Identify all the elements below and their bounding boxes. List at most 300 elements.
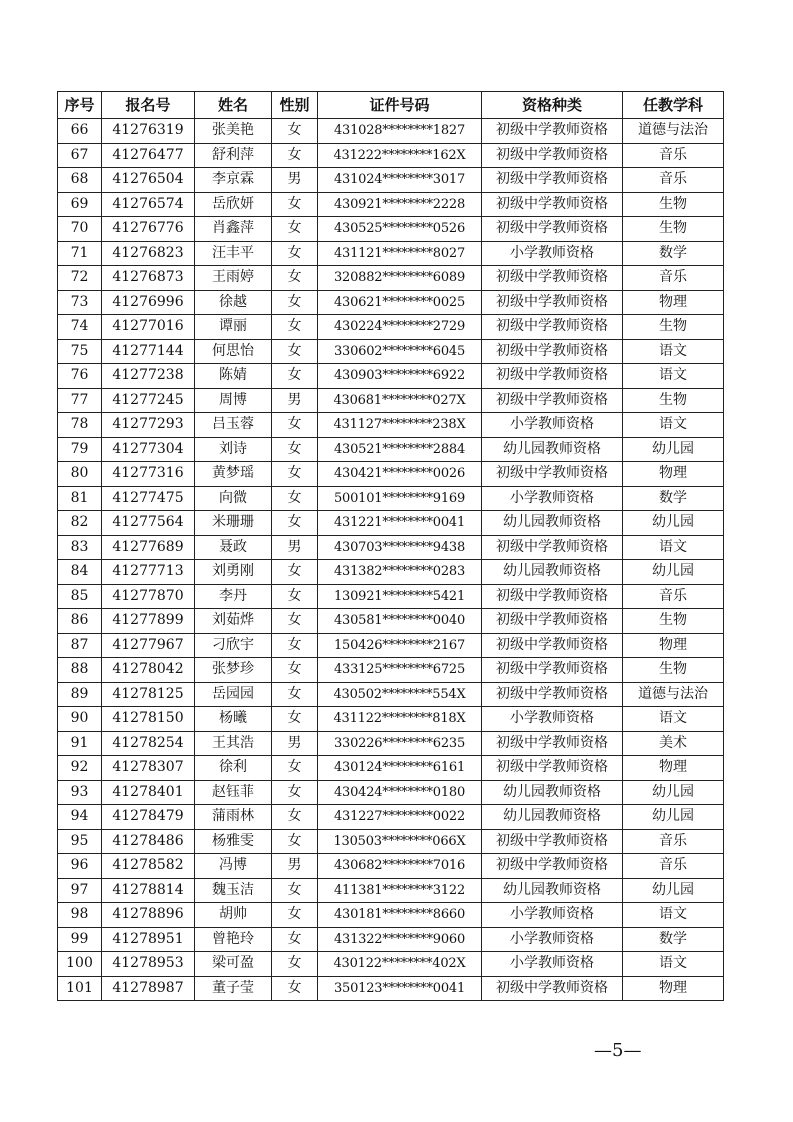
cell-name: 向微: [195, 486, 272, 511]
cell-subject: 道德与法治: [623, 119, 724, 144]
cell-subject: 音乐: [623, 829, 724, 854]
cell-registration-no: 41276996: [102, 290, 195, 315]
cell-subject: 数学: [623, 241, 724, 266]
table-row: [58, 388, 724, 413]
table-row: [58, 290, 724, 315]
cell-name: 董子莹: [195, 976, 272, 1001]
table-row: [58, 976, 724, 1001]
cell-name: 陈婧: [195, 364, 272, 389]
cell-id-number: 150426********2167: [318, 633, 482, 658]
cell-id-number: 430921********2228: [318, 192, 482, 217]
cell-name: 王其浩: [195, 731, 272, 756]
table-row: [58, 560, 724, 585]
cell-registration-no: 41277293: [102, 413, 195, 438]
cell-gender: 男: [272, 731, 318, 756]
cell-subject: 幼儿园: [623, 560, 724, 585]
cell-id-number: 431127********238X: [318, 413, 482, 438]
cell-qualification: 初级中学教师资格: [482, 315, 623, 340]
table-row: [58, 952, 724, 977]
cell-serial-no: 70: [58, 217, 102, 242]
cell-subject: 语文: [623, 364, 724, 389]
cell-gender: 女: [272, 707, 318, 732]
cell-gender: 男: [272, 388, 318, 413]
cell-id-number: 433125********6725: [318, 658, 482, 683]
cell-serial-no: 101: [58, 976, 102, 1001]
cell-serial-no: 93: [58, 780, 102, 805]
table-row: [58, 633, 724, 658]
cell-serial-no: 72: [58, 266, 102, 291]
cell-serial-no: 100: [58, 952, 102, 977]
header-name: 姓名: [195, 92, 272, 119]
cell-qualification: 幼儿园教师资格: [482, 560, 623, 585]
header-registration-no: 报名号: [102, 92, 195, 119]
cell-name: 周博: [195, 388, 272, 413]
cell-gender: 女: [272, 903, 318, 928]
cell-name: 岳园园: [195, 682, 272, 707]
cell-id-number: 431382********0283: [318, 560, 482, 585]
cell-subject: 生物: [623, 658, 724, 683]
cell-serial-no: 68: [58, 168, 102, 193]
cell-id-number: 431222********162X: [318, 143, 482, 168]
header-id-number: 证件号码: [318, 92, 482, 119]
cell-qualification: 初级中学教师资格: [482, 364, 623, 389]
cell-registration-no: 41276504: [102, 168, 195, 193]
cell-id-number: 320882********6089: [318, 266, 482, 291]
cell-name: 蒲雨林: [195, 805, 272, 830]
cell-subject: 语文: [623, 707, 724, 732]
cell-id-number: 430681********027X: [318, 388, 482, 413]
cell-gender: 女: [272, 976, 318, 1001]
table-body: [58, 119, 724, 1001]
cell-gender: 男: [272, 168, 318, 193]
header-qualification: 资格种类: [482, 92, 623, 119]
cell-id-number: 330226********6235: [318, 731, 482, 756]
cell-id-number: 430124********6161: [318, 756, 482, 781]
cell-gender: 女: [272, 609, 318, 634]
cell-id-number: 500101********9169: [318, 486, 482, 511]
table-row: [58, 829, 724, 854]
cell-qualification: 小学教师资格: [482, 241, 623, 266]
cell-subject: 美术: [623, 731, 724, 756]
header-subject: 任教学科: [623, 92, 724, 119]
cell-qualification: 初级中学教师资格: [482, 854, 623, 879]
cell-serial-no: 85: [58, 584, 102, 609]
cell-serial-no: 99: [58, 927, 102, 952]
cell-gender: 女: [272, 486, 318, 511]
table-row: [58, 486, 724, 511]
cell-serial-no: 67: [58, 143, 102, 168]
cell-qualification: 初级中学教师资格: [482, 829, 623, 854]
cell-registration-no: 41277245: [102, 388, 195, 413]
cell-qualification: 小学教师资格: [482, 952, 623, 977]
cell-name: 张梦珍: [195, 658, 272, 683]
table-row: [58, 609, 724, 634]
cell-gender: 女: [272, 682, 318, 707]
cell-registration-no: 41278953: [102, 952, 195, 977]
cell-subject: 幼儿园: [623, 437, 724, 462]
cell-subject: 道德与法治: [623, 682, 724, 707]
cell-registration-no: 41276873: [102, 266, 195, 291]
cell-registration-no: 41277144: [102, 339, 195, 364]
cell-gender: 女: [272, 119, 318, 144]
cell-gender: 女: [272, 462, 318, 487]
cell-qualification: 初级中学教师资格: [482, 584, 623, 609]
cell-subject: 音乐: [623, 143, 724, 168]
cell-qualification: 幼儿园教师资格: [482, 805, 623, 830]
cell-serial-no: 92: [58, 756, 102, 781]
table-row: [58, 315, 724, 340]
cell-name: 李京霖: [195, 168, 272, 193]
cell-gender: 女: [272, 756, 318, 781]
table-row: [58, 584, 724, 609]
cell-name: 何思怡: [195, 339, 272, 364]
cell-registration-no: 41278150: [102, 707, 195, 732]
table-row: [58, 168, 724, 193]
cell-serial-no: 74: [58, 315, 102, 340]
cell-gender: 女: [272, 878, 318, 903]
cell-gender: 女: [272, 658, 318, 683]
table-row: [58, 878, 724, 903]
header-gender: 性别: [272, 92, 318, 119]
cell-name: 聂政: [195, 535, 272, 560]
cell-id-number: 430424********0180: [318, 780, 482, 805]
cell-name: 肖鑫萍: [195, 217, 272, 242]
cell-registration-no: 41277899: [102, 609, 195, 634]
cell-subject: 物理: [623, 633, 724, 658]
cell-serial-no: 84: [58, 560, 102, 585]
table-row: [58, 119, 724, 144]
table-row: [58, 780, 724, 805]
cell-name: 刁欣宇: [195, 633, 272, 658]
cell-registration-no: 41277475: [102, 486, 195, 511]
cell-serial-no: 79: [58, 437, 102, 462]
cell-gender: 女: [272, 290, 318, 315]
cell-registration-no: 41277870: [102, 584, 195, 609]
cell-serial-no: 96: [58, 854, 102, 879]
cell-name: 曾艳玲: [195, 927, 272, 952]
cell-qualification: 幼儿园教师资格: [482, 878, 623, 903]
cell-registration-no: 41277304: [102, 437, 195, 462]
cell-qualification: 初级中学教师资格: [482, 192, 623, 217]
cell-qualification: 初级中学教师资格: [482, 266, 623, 291]
cell-id-number: 430521********2884: [318, 437, 482, 462]
cell-serial-no: 97: [58, 878, 102, 903]
table-header-row: [58, 92, 724, 119]
cell-name: 黄梦瑶: [195, 462, 272, 487]
cell-gender: 女: [272, 805, 318, 830]
cell-name: 徐越: [195, 290, 272, 315]
cell-id-number: 431221********0041: [318, 511, 482, 536]
cell-registration-no: 41278479: [102, 805, 195, 830]
cell-serial-no: 88: [58, 658, 102, 683]
cell-gender: 女: [272, 266, 318, 291]
cell-name: 张美艳: [195, 119, 272, 144]
cell-subject: 数学: [623, 927, 724, 952]
cell-id-number: 430502********554X: [318, 682, 482, 707]
cell-subject: 物理: [623, 462, 724, 487]
cell-registration-no: 41278254: [102, 731, 195, 756]
cell-registration-no: 41276574: [102, 192, 195, 217]
table-row: [58, 927, 724, 952]
cell-registration-no: 41278042: [102, 658, 195, 683]
cell-gender: 女: [272, 927, 318, 952]
cell-registration-no: 41277967: [102, 633, 195, 658]
cell-registration-no: 41277316: [102, 462, 195, 487]
cell-qualification: 初级中学教师资格: [482, 462, 623, 487]
cell-qualification: 小学教师资格: [482, 903, 623, 928]
table-row: [58, 805, 724, 830]
cell-name: 刘诗: [195, 437, 272, 462]
table-row: [58, 658, 724, 683]
cell-subject: 物理: [623, 756, 724, 781]
cell-registration-no: 41278401: [102, 780, 195, 805]
cell-name: 赵钰菲: [195, 780, 272, 805]
candidate-table: [57, 91, 724, 1001]
cell-qualification: 幼儿园教师资格: [482, 511, 623, 536]
cell-subject: 生物: [623, 217, 724, 242]
cell-serial-no: 77: [58, 388, 102, 413]
cell-qualification: 幼儿园教师资格: [482, 780, 623, 805]
cell-serial-no: 73: [58, 290, 102, 315]
cell-gender: 女: [272, 241, 318, 266]
cell-gender: 女: [272, 952, 318, 977]
cell-registration-no: 41278814: [102, 878, 195, 903]
cell-serial-no: 86: [58, 609, 102, 634]
cell-qualification: 初级中学教师资格: [482, 633, 623, 658]
cell-qualification: 初级中学教师资格: [482, 976, 623, 1001]
cell-id-number: 430903********6922: [318, 364, 482, 389]
cell-subject: 生物: [623, 315, 724, 340]
cell-id-number: 430224********2729: [318, 315, 482, 340]
cell-qualification: 初级中学教师资格: [482, 119, 623, 144]
cell-id-number: 431227********0022: [318, 805, 482, 830]
cell-gender: 女: [272, 511, 318, 536]
cell-gender: 女: [272, 192, 318, 217]
cell-subject: 物理: [623, 976, 724, 1001]
cell-subject: 物理: [623, 290, 724, 315]
cell-name: 梁可盈: [195, 952, 272, 977]
cell-id-number: 431122********818X: [318, 707, 482, 732]
cell-serial-no: 80: [58, 462, 102, 487]
cell-serial-no: 75: [58, 339, 102, 364]
cell-serial-no: 66: [58, 119, 102, 144]
page-number: —5—: [594, 1040, 642, 1061]
table-row: [58, 707, 724, 732]
cell-registration-no: 41278582: [102, 854, 195, 879]
cell-name: 徐利: [195, 756, 272, 781]
cell-name: 刘茹烨: [195, 609, 272, 634]
cell-subject: 生物: [623, 192, 724, 217]
cell-serial-no: 76: [58, 364, 102, 389]
cell-name: 舒利萍: [195, 143, 272, 168]
cell-id-number: 430525********0526: [318, 217, 482, 242]
cell-serial-no: 95: [58, 829, 102, 854]
roster-sheet: [57, 91, 723, 1001]
cell-serial-no: 87: [58, 633, 102, 658]
cell-qualification: 初级中学教师资格: [482, 609, 623, 634]
cell-registration-no: 41276477: [102, 143, 195, 168]
cell-gender: 女: [272, 143, 318, 168]
table-row: [58, 143, 724, 168]
cell-registration-no: 41276823: [102, 241, 195, 266]
cell-registration-no: 41277713: [102, 560, 195, 585]
table-row: [58, 535, 724, 560]
cell-subject: 音乐: [623, 854, 724, 879]
cell-gender: 女: [272, 315, 318, 340]
table-row: [58, 682, 724, 707]
cell-id-number: 350123********0041: [318, 976, 482, 1001]
table-row: [58, 903, 724, 928]
cell-subject: 幼儿园: [623, 805, 724, 830]
cell-serial-no: 94: [58, 805, 102, 830]
cell-qualification: 幼儿园教师资格: [482, 437, 623, 462]
cell-qualification: 小学教师资格: [482, 707, 623, 732]
cell-qualification: 初级中学教师资格: [482, 658, 623, 683]
cell-id-number: 130921********5421: [318, 584, 482, 609]
header-serial-no: 序号: [58, 92, 102, 119]
cell-id-number: 411381********3122: [318, 878, 482, 903]
cell-serial-no: 98: [58, 903, 102, 928]
cell-registration-no: 41278486: [102, 829, 195, 854]
cell-gender: 女: [272, 413, 318, 438]
cell-qualification: 小学教师资格: [482, 413, 623, 438]
cell-id-number: 330602********6045: [318, 339, 482, 364]
cell-qualification: 初级中学教师资格: [482, 217, 623, 242]
cell-gender: 女: [272, 217, 318, 242]
table-row: [58, 756, 724, 781]
cell-gender: 男: [272, 535, 318, 560]
cell-subject: 音乐: [623, 584, 724, 609]
cell-subject: 生物: [623, 388, 724, 413]
cell-gender: 女: [272, 829, 318, 854]
cell-subject: 幼儿园: [623, 878, 724, 903]
table-row: [58, 854, 724, 879]
cell-qualification: 小学教师资格: [482, 927, 623, 952]
cell-serial-no: 89: [58, 682, 102, 707]
cell-serial-no: 83: [58, 535, 102, 560]
cell-qualification: 初级中学教师资格: [482, 682, 623, 707]
cell-serial-no: 69: [58, 192, 102, 217]
table-row: [58, 413, 724, 438]
cell-qualification: 初级中学教师资格: [482, 290, 623, 315]
cell-id-number: 431024********3017: [318, 168, 482, 193]
cell-subject: 语文: [623, 903, 724, 928]
cell-serial-no: 71: [58, 241, 102, 266]
cell-registration-no: 41277689: [102, 535, 195, 560]
cell-id-number: 430581********0040: [318, 609, 482, 634]
cell-qualification: 小学教师资格: [482, 486, 623, 511]
cell-name: 岳欣妍: [195, 192, 272, 217]
cell-id-number: 431028********1827: [318, 119, 482, 144]
cell-id-number: 430421********0026: [318, 462, 482, 487]
cell-qualification: 初级中学教师资格: [482, 143, 623, 168]
cell-name: 汪丰平: [195, 241, 272, 266]
cell-subject: 幼儿园: [623, 511, 724, 536]
cell-name: 李丹: [195, 584, 272, 609]
cell-name: 胡帅: [195, 903, 272, 928]
cell-serial-no: 91: [58, 731, 102, 756]
table-row: [58, 364, 724, 389]
cell-name: 刘勇刚: [195, 560, 272, 585]
table-row: [58, 266, 724, 291]
cell-id-number: 430621********0025: [318, 290, 482, 315]
cell-gender: 女: [272, 633, 318, 658]
cell-id-number: 431121********8027: [318, 241, 482, 266]
cell-registration-no: 41278896: [102, 903, 195, 928]
cell-gender: 女: [272, 437, 318, 462]
cell-name: 冯博: [195, 854, 272, 879]
table-row: [58, 339, 724, 364]
cell-registration-no: 41278951: [102, 927, 195, 952]
cell-registration-no: 41276319: [102, 119, 195, 144]
cell-subject: 数学: [623, 486, 724, 511]
cell-name: 魏玉洁: [195, 878, 272, 903]
cell-subject: 语文: [623, 952, 724, 977]
table-row: [58, 731, 724, 756]
cell-name: 谭丽: [195, 315, 272, 340]
cell-registration-no: 41277238: [102, 364, 195, 389]
cell-name: 杨雅雯: [195, 829, 272, 854]
cell-serial-no: 82: [58, 511, 102, 536]
table-row: [58, 192, 724, 217]
cell-qualification: 初级中学教师资格: [482, 731, 623, 756]
cell-registration-no: 41278125: [102, 682, 195, 707]
cell-gender: 女: [272, 339, 318, 364]
cell-gender: 女: [272, 780, 318, 805]
cell-gender: 女: [272, 584, 318, 609]
cell-name: 米珊珊: [195, 511, 272, 536]
cell-registration-no: 41276776: [102, 217, 195, 242]
cell-registration-no: 41277016: [102, 315, 195, 340]
cell-id-number: 431322********9060: [318, 927, 482, 952]
cell-qualification: 初级中学教师资格: [482, 388, 623, 413]
cell-subject: 音乐: [623, 168, 724, 193]
table-row: [58, 462, 724, 487]
cell-serial-no: 78: [58, 413, 102, 438]
cell-qualification: 初级中学教师资格: [482, 339, 623, 364]
cell-subject: 生物: [623, 609, 724, 634]
cell-qualification: 初级中学教师资格: [482, 168, 623, 193]
cell-gender: 男: [272, 854, 318, 879]
cell-gender: 女: [272, 560, 318, 585]
cell-subject: 语文: [623, 413, 724, 438]
cell-gender: 女: [272, 364, 318, 389]
cell-qualification: 初级中学教师资格: [482, 535, 623, 560]
cell-id-number: 430122********402X: [318, 952, 482, 977]
table-row: [58, 437, 724, 462]
cell-registration-no: 41278307: [102, 756, 195, 781]
cell-subject: 语文: [623, 535, 724, 560]
cell-id-number: 130503********066X: [318, 829, 482, 854]
cell-subject: 语文: [623, 339, 724, 364]
cell-id-number: 430703********9438: [318, 535, 482, 560]
cell-name: 吕玉蓉: [195, 413, 272, 438]
cell-subject: 音乐: [623, 266, 724, 291]
cell-registration-no: 41277564: [102, 511, 195, 536]
cell-id-number: 430682********7016: [318, 854, 482, 879]
table-row: [58, 241, 724, 266]
cell-name: 王雨婷: [195, 266, 272, 291]
cell-serial-no: 90: [58, 707, 102, 732]
cell-registration-no: 41278987: [102, 976, 195, 1001]
cell-name: 杨曦: [195, 707, 272, 732]
table-row: [58, 511, 724, 536]
cell-serial-no: 81: [58, 486, 102, 511]
cell-id-number: 430181********8660: [318, 903, 482, 928]
table-row: [58, 217, 724, 242]
cell-subject: 幼儿园: [623, 780, 724, 805]
cell-qualification: 初级中学教师资格: [482, 756, 623, 781]
